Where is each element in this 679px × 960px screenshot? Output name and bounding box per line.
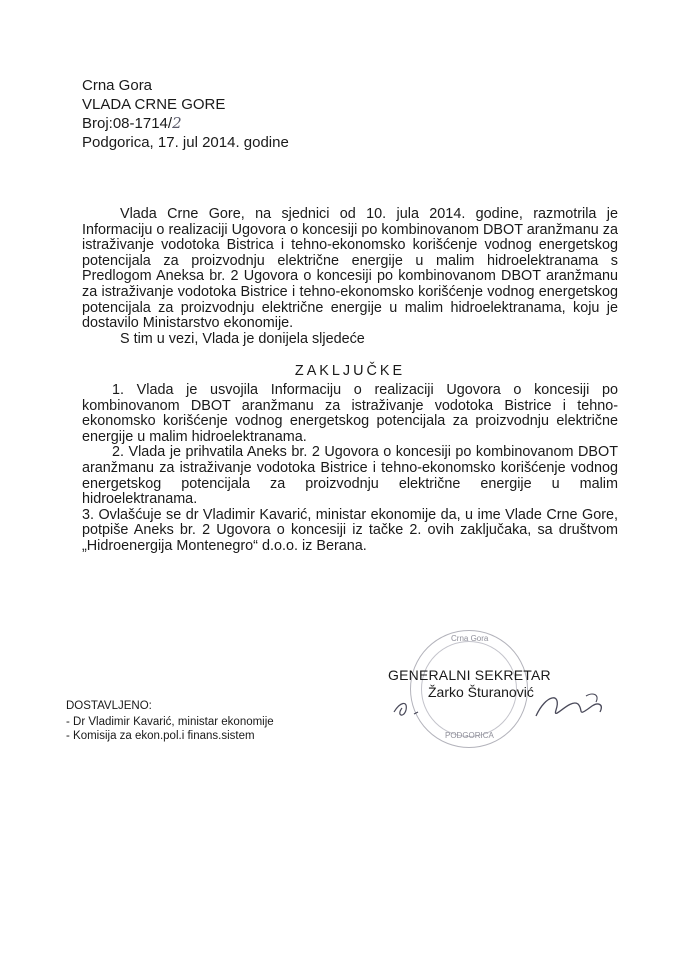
handwritten-signature-icon xyxy=(386,684,616,734)
document-body xyxy=(82,207,618,554)
letterhead xyxy=(82,76,289,152)
stamp-bottom-text: PODGORICA xyxy=(445,731,494,740)
document-number xyxy=(82,114,289,133)
distribution-title: DOSTAVLJENO: xyxy=(66,700,152,712)
conclusions-heading: ZAKLJUČKE xyxy=(294,363,406,380)
signatory-name: Žarko Šturanović xyxy=(428,684,534,700)
distribution-list xyxy=(66,699,274,743)
conclusion-item-3: 3. Ovlašćuje se dr Vladimir Kavarić, ministar ekonomije da, u ime Vlade Crne Gore, potpiše Aneks br. 2 Ugovora o koncesiji iz tačke 2. ovih zaključaka, sa društvom „Hidroenergija Montenegro“ d.o.o. iz Berana. xyxy=(82,506,618,554)
document-number-handwritten: 2 xyxy=(172,114,182,132)
intro-paragraph: Vlada Crne Gore, na sjednici od 10. jula 2014. godine, razmotrila je Informaciju o realizaciji Ugovora o koncesiji po kombinovanom DBOT aranžmanu za istraživanje vodotoka Bistrica i tehno-ekonomsko korišćenje vodnog energetskog potencijala za proizvodnju električne energije u malim hidroelektranama s Predlogom Aneksa br. 2 Ugovora o koncesiji po kombinovanom DBOT aranžmanu za istraživanje vodotoka Bistrice i tehno-ekonomsko korišćenje vodnog energetskog potencijala za proizvodnju električne energije u malim hidroelektranama, koju je dostavilo Ministarstvo ekonomije. xyxy=(82,206,618,332)
distribution-item: - Dr Vladimir Kavarić, ministar ekonomije xyxy=(66,716,274,728)
signatory-title: GENERALNI SEKRETAR xyxy=(388,667,551,683)
distribution-item: - Komisija za ekon.pol.i finans.sistem xyxy=(66,730,255,742)
country-name: Crna Gora xyxy=(82,77,153,94)
document-number-label: Broj:08-1714/ xyxy=(82,115,173,132)
conclusion-item-2: 2. Vlada je prihvatila Aneks br. 2 Ugovora o koncesiji po kombinovanom DBOT aranžmanu za istraživanje vodotoka Bistrice i tehno-ekonomsko korišćenje vodnog energetskog potencijala za proizvodnju električne energije u malim hidroelektranama. xyxy=(82,444,618,508)
government-name: VLADA CRNE GORE xyxy=(82,96,226,113)
conclusion-item-1: 1. Vlada je usvojila Informaciju o realizaciji Ugovora o koncesiji po kombinovanom DBOT aranžmanu za istraživanje vodotoka Bistrice i tehno-ekonomsko korišćenje vodnog energetskog potencijala za proizvodnju električne energije u malim hidroelektranama. xyxy=(82,381,618,445)
place-date: Podgorica, 17. jul 2014. godine xyxy=(82,134,289,151)
stamp-top-text: Crna Gora xyxy=(451,634,489,643)
connection-sentence: S tim u vezi, Vlada je donijela sljedeće xyxy=(120,330,365,347)
